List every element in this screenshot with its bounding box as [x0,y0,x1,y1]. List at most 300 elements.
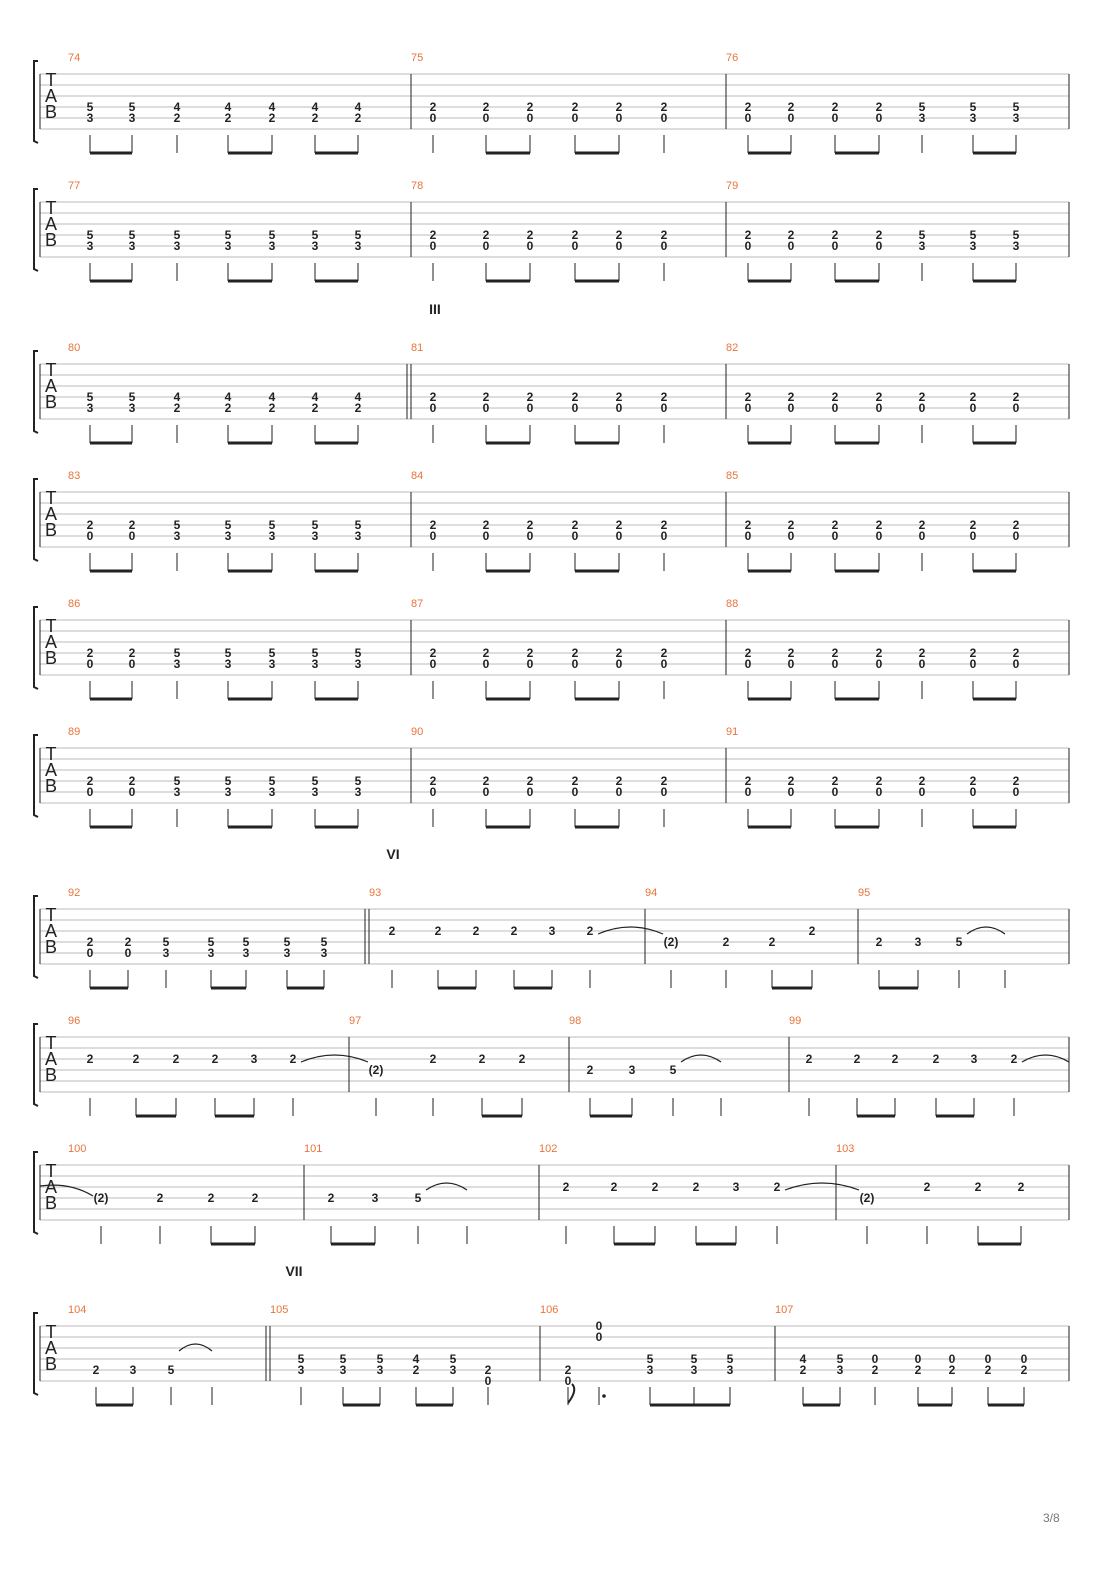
fret-number: 3 [173,657,181,671]
fret-number: 0 [615,239,623,253]
fret-number: 5 [224,518,232,532]
tab-clef-letter: T [45,488,57,508]
fret-number: 3 [1012,239,1020,253]
fret-number: 0 [744,529,752,543]
fret-number: 0 [571,111,579,125]
fret-number: 2 [1012,646,1020,660]
fret-number: (2) [368,1063,384,1077]
fret-number: 0 [831,785,839,799]
fret-number: 3 [268,529,276,543]
tab-clef-letter: A [44,1177,58,1197]
fret-number: 3 [354,785,362,799]
fret-number: 2 [932,1052,940,1066]
fret-number: 2 [482,100,490,114]
fret-number: 2 [875,100,883,114]
fret-number: 4 [224,100,232,114]
fret-number: 3 [449,1363,457,1377]
fret-number: 3 [162,946,170,960]
fret-number: 3 [86,401,94,415]
fret-number: 2 [86,518,94,532]
fret-number: 5 [128,100,136,114]
tab-clef-letter: B [44,937,58,957]
fret-number: 2 [875,774,883,788]
fret-number: 2 [482,646,490,660]
tab-clef-letter: B [44,230,58,250]
fret-number: 5 [1012,100,1020,114]
fret-number: 0 [875,239,883,253]
system-bracket [34,1024,38,1106]
fret-number: 3 [1012,111,1020,125]
fret-number: 4 [268,100,276,114]
fret-number: 2 [918,646,926,660]
fret-number: 0 [128,529,136,543]
fret-number: 2 [482,518,490,532]
measure [539,1143,781,1244]
tab-clef-letter: B [44,1065,58,1085]
fret-number: 0 [429,239,437,253]
fret-number: 0 [429,657,437,671]
measure [858,887,1005,988]
fret-number: 2 [571,390,579,404]
fret-number: 0 [571,657,579,671]
fret-number: 0 [871,1352,879,1366]
measure [68,598,362,699]
measure-number: 82 [726,342,739,354]
fret-number: 2 [571,518,579,532]
fret-number: 2 [526,518,534,532]
fret-number: 0 [526,111,534,125]
fret-number: 3 [86,111,94,125]
fret-number: 5 [690,1352,698,1366]
fret-number: 2 [173,111,181,125]
measure-number: 89 [68,726,81,738]
fret-number: 0 [1012,785,1020,799]
fret-number: (2) [663,935,679,949]
fret-number: 0 [526,785,534,799]
fret-number: 2 [1012,518,1020,532]
fret-number: 2 [128,518,136,532]
fret-number: 3 [224,529,232,543]
fret-number: 5 [224,774,232,788]
fret-number: 2 [808,924,816,938]
fret-number: 2 [429,228,437,242]
measure [726,180,1020,281]
measure [369,887,594,988]
fret-number: 3 [86,239,94,253]
fret-number: 2 [510,924,518,938]
fret-number: 5 [173,646,181,660]
fret-number: 0 [1020,1352,1028,1366]
fret-number: 0 [128,785,136,799]
fret-number: 0 [660,785,668,799]
fret-number: 2 [923,1180,931,1194]
fret-number: 3 [173,529,181,543]
fret-number: 5 [297,1352,305,1366]
fret-number: 0 [875,657,883,671]
tab-clef-letter: B [44,648,58,668]
fret-number: 2 [388,924,396,938]
fret-number: 5 [173,228,181,242]
fret-number: 2 [831,518,839,532]
measure-number: 107 [775,1304,794,1316]
fret-number: 3 [628,1063,636,1077]
tab-system [34,846,1069,988]
system-bracket [34,1313,38,1395]
measure [68,1143,259,1244]
measure-number: 80 [68,342,81,354]
fret-number: 2 [429,646,437,660]
tab-system [34,1143,1069,1244]
fret-number: 0 [744,785,752,799]
fret-number: 0 [86,529,94,543]
fret-number: 0 [831,657,839,671]
fret-number: 5 [354,518,362,532]
fret-number: 2 [484,1363,492,1377]
fret-number: 5 [207,935,215,949]
fret-number: 2 [787,390,795,404]
measure-number: 85 [726,470,739,482]
fret-number: 2 [482,228,490,242]
fret-number: 0 [984,1352,992,1366]
fret-number: 2 [891,1052,899,1066]
fret-number: 4 [268,390,276,404]
fret-number: 0 [615,785,623,799]
fret-number: 3 [268,657,276,671]
fret-number: 5 [86,228,94,242]
fret-number: 2 [562,1180,570,1194]
fret-number: 2 [289,1052,297,1066]
fret-number: 0 [660,657,668,671]
fret-number: 0 [875,111,883,125]
tab-system [34,1263,1069,1405]
tab-system [34,301,1069,443]
system-bracket [34,61,38,143]
fret-number: 2 [744,228,752,242]
fret-number: 0 [482,239,490,253]
fret-number: 3 [320,946,328,960]
measure-number: 106 [540,1304,559,1316]
fret-number: 4 [224,390,232,404]
fret-number: 0 [429,111,437,125]
fret-number: 2 [615,518,623,532]
measure [68,52,362,153]
fret-number: 2 [615,100,623,114]
fret-number: 3 [173,239,181,253]
measure [68,1015,297,1116]
fret-number: 5 [1012,228,1020,242]
fret-number: 5 [128,228,136,242]
fret-number: 0 [875,529,883,543]
tab-clef-letter: A [44,376,58,396]
fret-number: 5 [449,1352,457,1366]
fret-number: 5 [311,228,319,242]
fret-number: 2 [586,924,594,938]
tab-clef-letter: T [45,1161,57,1181]
tab-clef-letter: T [45,1322,57,1342]
tab-system [34,1015,1069,1116]
tab-clef-letter: B [44,102,58,122]
fret-number: 0 [615,529,623,543]
fret-number: 0 [482,657,490,671]
system-bracket [34,189,38,271]
measure-number: 81 [411,342,424,354]
fret-number: 0 [571,401,579,415]
fret-number: 2 [660,100,668,114]
fret-number: 0 [969,529,977,543]
fret-number: 3 [970,1052,978,1066]
section-label: VII [285,1263,303,1279]
fret-number: 2 [875,390,883,404]
tab-clef-letter: B [44,776,58,796]
fret-number: 2 [787,518,795,532]
fret-number: 5 [354,774,362,788]
fret-number: 0 [86,785,94,799]
fret-number: 2 [311,111,319,125]
fret-number: 0 [482,401,490,415]
fret-number: 2 [875,518,883,532]
fret-number: 5 [268,518,276,532]
fret-number: 0 [571,529,579,543]
fret-number: 3 [548,924,556,938]
fret-number: 0 [660,239,668,253]
fret-number: 5 [311,646,319,660]
fret-number: 2 [526,390,534,404]
fret-number: 3 [732,1180,740,1194]
fret-number: 2 [787,646,795,660]
fret-number: 3 [311,239,319,253]
fret-number: 0 [615,657,623,671]
fret-number: 3 [371,1191,379,1205]
fret-number: 2 [526,228,534,242]
measure [775,1304,1028,1405]
measure-number: 87 [411,598,424,610]
measure-number: 94 [645,887,658,899]
fret-number: 5 [224,228,232,242]
fret-number: 2 [207,1191,215,1205]
fret-number: 0 [787,401,795,415]
measure [411,342,668,443]
fret-number: 2 [853,1052,861,1066]
fret-number: 5 [969,100,977,114]
fret-number: 0 [482,111,490,125]
measure-number: 99 [789,1015,802,1027]
tab-clef-letter: A [44,86,58,106]
fret-number: 2 [434,924,442,938]
fret-number: 4 [173,390,181,404]
fret-number: 0 [660,111,668,125]
measure-number: 101 [304,1143,323,1155]
fret-number: 0 [918,785,926,799]
tab-system [34,470,1069,571]
fret-number: 0 [526,401,534,415]
measure-number: 78 [411,180,424,192]
fret-number: 2 [526,774,534,788]
fret-number: 5 [836,1352,844,1366]
measure-number: 95 [858,887,871,899]
measure-number: 83 [68,470,81,482]
tab-clef-letter: A [44,504,58,524]
measure [411,726,668,827]
fret-number: 2 [172,1052,180,1066]
fret-number: 0 [429,785,437,799]
fret-number: 3 [128,111,136,125]
fret-number: 3 [297,1363,305,1377]
fret-number: 0 [595,1319,603,1333]
fret-number: 5 [242,935,250,949]
fret-number: 0 [787,785,795,799]
fret-number: 0 [482,529,490,543]
fret-number: 3 [311,785,319,799]
tab-clef-letter: A [44,1049,58,1069]
fret-number: 2 [1012,390,1020,404]
fret-number: 2 [571,100,579,114]
fret-number: 3 [690,1363,698,1377]
dotted-note-dot [602,1394,606,1398]
fret-number: 3 [836,1363,844,1377]
measure [726,470,1020,571]
tab-clef-letter: B [44,1193,58,1213]
measure-number: 93 [369,887,382,899]
fret-number: 2 [871,1363,879,1377]
tab-clef-letter: A [44,214,58,234]
measure [68,726,362,827]
fret-number: 2 [914,1363,922,1377]
fret-number: 2 [744,518,752,532]
fret-number: 2 [787,100,795,114]
fret-number: 0 [526,529,534,543]
fret-number: 2 [311,401,319,415]
tab-clef-letter: T [45,905,57,925]
fret-number: 2 [518,1052,526,1066]
fret-number: 0 [429,401,437,415]
fret-number: 5 [354,646,362,660]
fret-number: 3 [918,239,926,253]
tab-system [34,726,1069,827]
fret-number: 0 [787,239,795,253]
fret-number: 2 [128,646,136,660]
fret-number: 5 [86,390,94,404]
fret-number: 3 [224,657,232,671]
fret-number: 2 [768,935,776,949]
page-number: 3/8 [1043,1511,1060,1525]
fret-number: 2 [744,390,752,404]
fret-number: 0 [660,401,668,415]
fret-number: 2 [327,1191,335,1205]
fret-number: 2 [1012,774,1020,788]
fret-number: 2 [969,774,977,788]
fret-number: 2 [429,100,437,114]
measure [789,1015,1018,1116]
measure-number: 103 [836,1143,855,1155]
fret-number: 0 [1012,657,1020,671]
fret-number: 0 [969,657,977,671]
tab-clef-letter: B [44,520,58,540]
fret-number: 2 [969,646,977,660]
fret-number: 2 [831,774,839,788]
fret-number: 2 [615,390,623,404]
fret-number: 2 [744,100,752,114]
fret-number: 2 [984,1363,992,1377]
section-label: III [429,301,441,317]
tab-system [34,180,1069,281]
measure-number: 104 [68,1304,87,1316]
fret-number: 2 [660,390,668,404]
fret-number: 2 [571,228,579,242]
fret-number: 4 [311,100,319,114]
fret-number: 0 [787,529,795,543]
fret-number: 5 [268,646,276,660]
fret-number: 0 [831,239,839,253]
fret-number: 5 [339,1352,347,1366]
fret-number: (2) [859,1191,875,1205]
fret-number: 0 [482,785,490,799]
fret-number: 2 [875,646,883,660]
fret-number: 0 [564,1374,572,1388]
measure-number: 96 [68,1015,81,1027]
fret-number: 5 [311,774,319,788]
fret-number: 2 [128,774,136,788]
fret-number: 5 [320,935,328,949]
fret-number: 3 [969,111,977,125]
measure-number: 76 [726,52,739,64]
fret-number: 3 [128,239,136,253]
fret-number: 2 [268,401,276,415]
fret-number: 2 [651,1180,659,1194]
fret-number: 0 [660,529,668,543]
measure [645,887,816,988]
fret-number: 2 [831,646,839,660]
fret-number: 4 [311,390,319,404]
tab-clef-letter: B [44,392,58,412]
fret-number: 2 [805,1052,813,1066]
fret-number: 2 [211,1052,219,1066]
fret-number: 2 [429,1052,437,1066]
fret-number: 3 [646,1363,654,1377]
fret-number: 2 [482,390,490,404]
fret-number: 0 [526,657,534,671]
system-bracket [34,896,38,978]
measure-number: 98 [569,1015,582,1027]
fret-number: 2 [875,228,883,242]
tab-clef-letter: A [44,760,58,780]
measure [68,1304,212,1405]
fret-number: 2 [526,646,534,660]
tab-clef-letter: T [45,1033,57,1053]
fret-number: 5 [167,1363,175,1377]
fret-number: 4 [354,100,362,114]
fret-number: 5 [283,935,291,949]
system-bracket [34,479,38,561]
measure-number: 97 [349,1015,362,1027]
fret-number: 2 [173,401,181,415]
fret-number: 2 [224,111,232,125]
fret-number: 0 [484,1374,492,1388]
measure [68,180,362,281]
fret-number: 0 [744,111,752,125]
system-bracket [34,607,38,689]
fret-number: 2 [615,646,623,660]
fret-number: 5 [969,228,977,242]
fret-number: 2 [86,935,94,949]
fret-number: 5 [86,100,94,114]
fret-number: 0 [914,1352,922,1366]
fret-number: 3 [268,785,276,799]
tab-clef-letter: T [45,360,57,380]
fret-number: 2 [586,1063,594,1077]
measure [540,1304,734,1405]
measure-number: 86 [68,598,81,610]
fret-number: 3 [339,1363,347,1377]
